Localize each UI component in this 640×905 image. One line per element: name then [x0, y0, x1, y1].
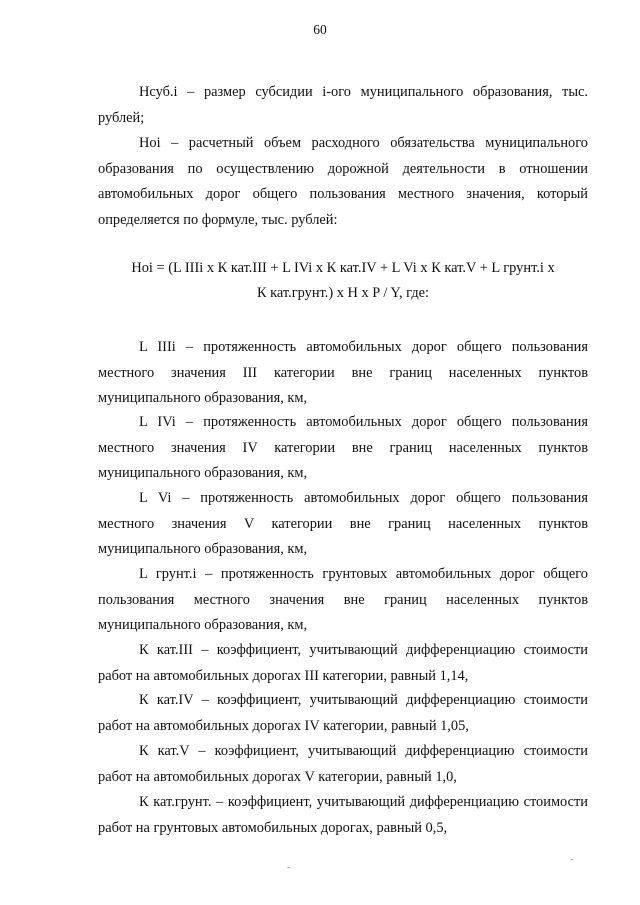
formula-line-2: К кат.грунт.) x Н x P / Y, где:: [256, 285, 430, 301]
formula: [98, 256, 588, 306]
scan-speck: ˷: [287, 858, 291, 869]
scan-speck: ˷: [570, 850, 574, 861]
definition-l-iv: L IVi – протяженность автомобильных дорог общего пользования местного значения IV категории вне границ населенных пунктов муниципального образования, км,: [98, 414, 588, 482]
definition-noi: Нoi – расчетный объем расходного обязательства муниципального образования по осуществлению дорожной деятельности в отношении автомобильных дорог общего пользования местного значения, который определяется по формуле, тыс. рублей:: [98, 135, 588, 228]
definition-k-iii: К кат.III – коэффициент, учитывающий дифференциацию стоимости работ на автомобильных дорогах III категории, равный 1,14,: [98, 642, 588, 684]
definition-k-v: К кат.V – коэффициент, учитывающий дифференциацию стоимости работ на автомобильных дорогах V категории, равный 1,0,: [98, 743, 588, 785]
definition-l-grunt: L грунт.i – протяженность грунтовых автомобильных дорог общего пользования местного значения вне границ населенных пунктов муниципального образования, км,: [98, 566, 588, 634]
definition-l-iii: L IIIi – протяженность автомобильных дорог общего пользования местного значения III категории вне границ населенных пунктов муниципального образования, км,: [98, 339, 588, 407]
definition-l-v: L Vi – протяженность автомобильных дорог общего пользования местного значения V категории вне границ населенных пунктов муниципального образования, км,: [98, 490, 588, 558]
definition-nsub: Нсуб.i – размер субсидии i-ого муниципального образования, тыс. рублей;: [98, 84, 588, 126]
definition-k-iv: К кат.IV – коэффициент, учитывающий дифференциацию стоимости работ на автомобильных дорогах IV категории, равный 1,05,: [98, 692, 588, 734]
page-number: 60: [313, 22, 327, 37]
formula-line-1: Нoi = (L IIIi x К кат.III + L IVi x К кат.IV + L Vi x К кат.V + L грунт.i x: [131, 260, 555, 276]
definition-k-grunt: К кат.грунт. – коэффициент, учитывающий дифференциацию стоимости работ на грунтовых автомобильных дорогах, равный 0,5,: [98, 794, 588, 836]
